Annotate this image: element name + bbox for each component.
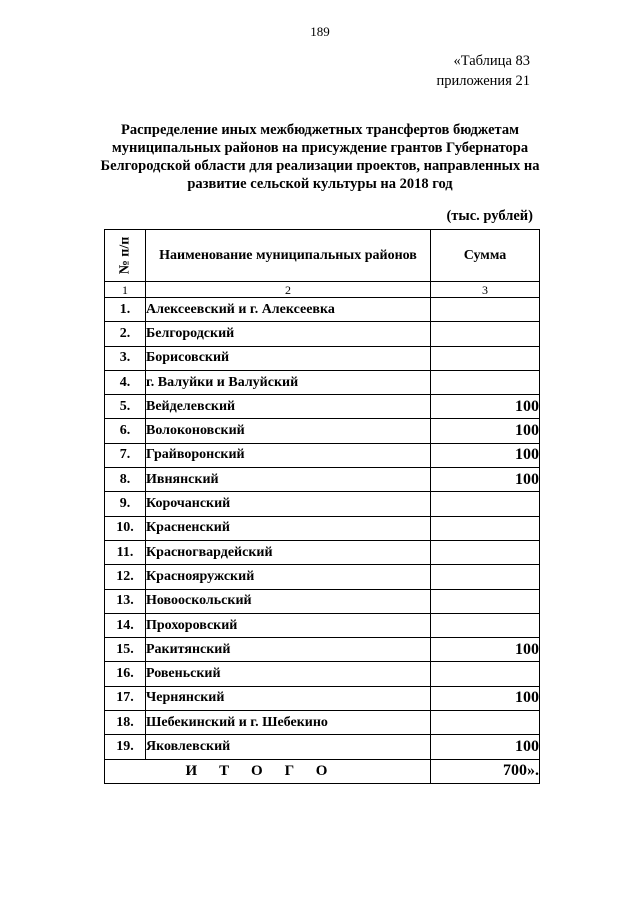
district-name: Ровеньский bbox=[146, 662, 431, 686]
district-name: Красненский bbox=[146, 516, 431, 540]
grant-sum bbox=[431, 613, 540, 637]
header-sum: Сумма bbox=[431, 230, 540, 282]
page-number: 189 bbox=[310, 24, 330, 39]
row-number: 12. bbox=[105, 565, 146, 589]
grant-sum: 100 bbox=[431, 638, 540, 662]
table-row bbox=[105, 516, 540, 540]
district-name: Ракитянский bbox=[146, 638, 431, 662]
row-number: 19. bbox=[105, 735, 146, 759]
row-number: 17. bbox=[105, 686, 146, 710]
grants-table bbox=[104, 229, 540, 784]
district-name: Ивнянский bbox=[146, 468, 431, 492]
row-number: 4. bbox=[105, 370, 146, 394]
grant-sum: 100 bbox=[431, 468, 540, 492]
document-title: Распределение иных межбюджетных трансфертов бюджетам муниципальных районов на присуждение грантов Губернатора Белгородской области для реализации проектов, направленных на развитие сельской культуры на 2018 год bbox=[100, 122, 540, 192]
row-number: 2. bbox=[105, 322, 146, 346]
grant-sum bbox=[431, 711, 540, 735]
grant-sum bbox=[431, 662, 540, 686]
district-name: Красногвардейский bbox=[146, 540, 431, 564]
grant-sum: 100 bbox=[431, 735, 540, 759]
table-row bbox=[105, 686, 540, 710]
district-name: Алексеевский и г. Алексеевка bbox=[146, 298, 431, 322]
table-row bbox=[105, 443, 540, 467]
district-name: Грайворонский bbox=[146, 443, 431, 467]
table-row bbox=[105, 638, 540, 662]
district-name: Чернянский bbox=[146, 686, 431, 710]
row-number: 18. bbox=[105, 711, 146, 735]
table-row bbox=[105, 613, 540, 637]
table-row bbox=[105, 735, 540, 759]
column-number-row bbox=[105, 282, 540, 298]
units-label: (тыс. рублей) bbox=[446, 208, 533, 224]
grant-sum: 100 bbox=[431, 443, 540, 467]
table-row bbox=[105, 346, 540, 370]
grant-sum bbox=[431, 540, 540, 564]
table-row bbox=[105, 419, 540, 443]
table-row bbox=[105, 492, 540, 516]
district-name: Краснояружский bbox=[146, 565, 431, 589]
district-name: г. Валуйки и Валуйский bbox=[146, 370, 431, 394]
column-number: 1 bbox=[105, 282, 146, 298]
table-reference-line2: приложения 21 bbox=[436, 73, 530, 89]
district-name: Яковлевский bbox=[146, 735, 431, 759]
row-number: 11. bbox=[105, 540, 146, 564]
grant-sum: 100 bbox=[431, 395, 540, 419]
table-row bbox=[105, 322, 540, 346]
row-number: 14. bbox=[105, 613, 146, 637]
row-number: 13. bbox=[105, 589, 146, 613]
row-number: 9. bbox=[105, 492, 146, 516]
table-reference-line1: «Таблица 83 bbox=[453, 53, 530, 69]
grant-sum: 100 bbox=[431, 419, 540, 443]
table-row bbox=[105, 711, 540, 735]
table-row bbox=[105, 565, 540, 589]
table-row bbox=[105, 395, 540, 419]
table-row bbox=[105, 370, 540, 394]
grant-sum bbox=[431, 492, 540, 516]
row-number: 10. bbox=[105, 516, 146, 540]
district-name: Корочанский bbox=[146, 492, 431, 516]
grant-sum bbox=[431, 565, 540, 589]
header-number: № п/п bbox=[117, 236, 133, 275]
row-number: 16. bbox=[105, 662, 146, 686]
district-name: Борисовский bbox=[146, 346, 431, 370]
district-name: Шебекинский и г. Шебекино bbox=[146, 711, 431, 735]
row-number: 3. bbox=[105, 346, 146, 370]
header-name: Наименование муниципальных районов bbox=[146, 230, 431, 282]
header-number-cell bbox=[105, 230, 146, 282]
table-row bbox=[105, 540, 540, 564]
total-sum: 700». bbox=[431, 759, 540, 783]
district-name: Волоконовский bbox=[146, 419, 431, 443]
grant-sum bbox=[431, 589, 540, 613]
total-row bbox=[105, 759, 540, 783]
district-name: Новооскольский bbox=[146, 589, 431, 613]
grant-sum: 100 bbox=[431, 686, 540, 710]
table-header-row bbox=[105, 230, 540, 282]
district-name: Вейделевский bbox=[146, 395, 431, 419]
table-row bbox=[105, 468, 540, 492]
column-number: 3 bbox=[431, 282, 540, 298]
grant-sum bbox=[431, 346, 540, 370]
row-number: 8. bbox=[105, 468, 146, 492]
row-number: 7. bbox=[105, 443, 146, 467]
district-name: Белгородский bbox=[146, 322, 431, 346]
table-row bbox=[105, 589, 540, 613]
grant-sum bbox=[431, 322, 540, 346]
table-row bbox=[105, 662, 540, 686]
district-name: Прохоровский bbox=[146, 613, 431, 637]
grant-sum bbox=[431, 516, 540, 540]
grant-sum bbox=[431, 298, 540, 322]
total-label: ИТОГО bbox=[105, 759, 431, 783]
row-number: 1. bbox=[105, 298, 146, 322]
table-row bbox=[105, 298, 540, 322]
row-number: 5. bbox=[105, 395, 146, 419]
row-number: 15. bbox=[105, 638, 146, 662]
grant-sum bbox=[431, 370, 540, 394]
row-number: 6. bbox=[105, 419, 146, 443]
column-number: 2 bbox=[146, 282, 431, 298]
